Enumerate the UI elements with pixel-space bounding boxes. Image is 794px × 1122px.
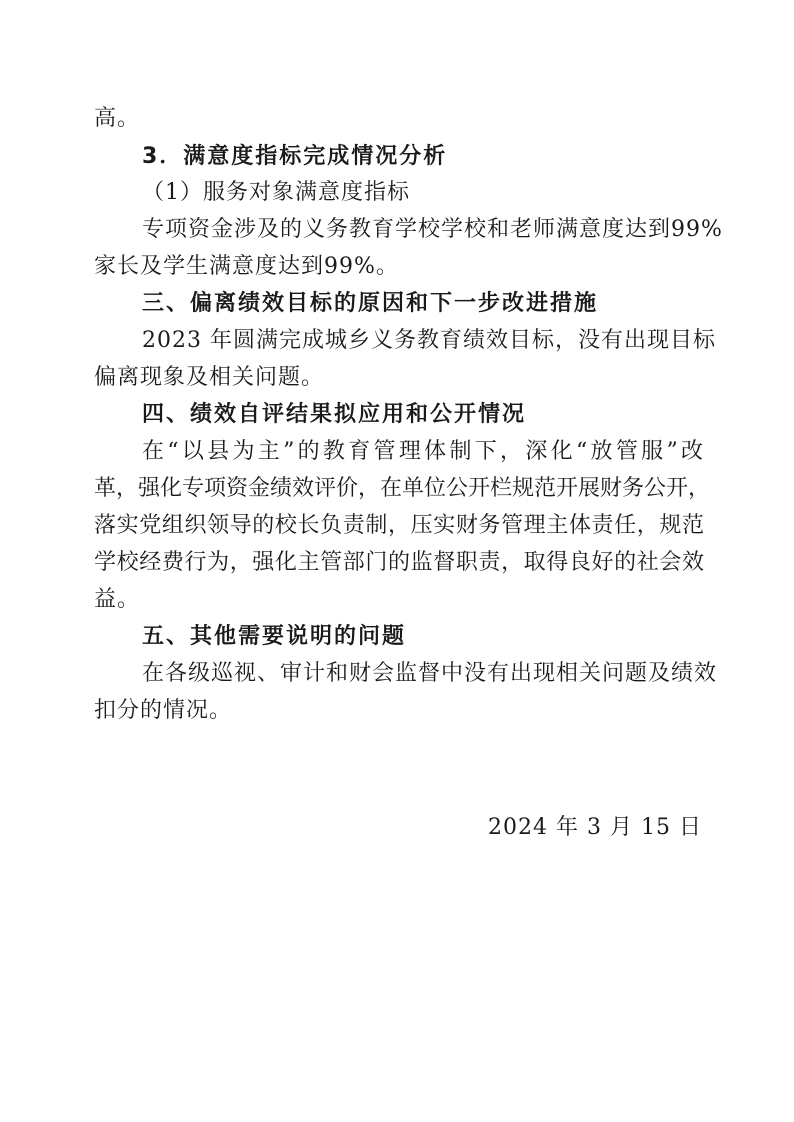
document-date: 2024 年 3 月 15 日 [488,815,702,840]
application-paragraph-line-4: 学校经费行为，强化主管部门的监督职责，取得良好的社会效 [94,550,704,575]
section-five-heading: 五、其他需要说明的问题 [142,624,407,649]
application-paragraph-line-1: 在“以县为主”的教育管理体制下，深化“放管服”改 [142,439,704,464]
section-3-heading: 3．满意度指标完成情况分析 [142,144,448,169]
satisfaction-paragraph-line-1: 专项资金涉及的义务教育学校学校和老师满意度达到99% [142,217,723,242]
application-paragraph-line-3: 落实党组织领导的校长负责制，压实财务管理主体责任，规范 [94,513,704,538]
other-paragraph-line-2: 扣分的情况。 [94,698,233,723]
subsection-1-heading: （1）服务对象满意度指标 [142,180,410,205]
continuation-text: 高。 [94,106,141,131]
section-three-heading: 三、偏离绩效目标的原因和下一步改进措施 [142,291,599,316]
section-four-heading: 四、绩效自评结果拟应用和公开情况 [142,402,527,427]
application-paragraph-line-5: 益。 [94,587,141,612]
deviation-paragraph-line-2: 偏离现象及相关问题。 [94,365,325,390]
other-paragraph-line-1: 在各级巡视、审计和财会监督中没有出现相关问题及绩效 [142,661,718,686]
deviation-paragraph-line-1: 2023 年圆满完成城乡义务教育绩效目标，没有出现目标 [142,328,716,353]
satisfaction-paragraph-line-2: 家长及学生满意度达到99%。 [94,254,399,279]
application-paragraph-line-2: 革，强化专项资金绩效评价，在单位公开栏规范开展财务公开， [94,476,711,501]
